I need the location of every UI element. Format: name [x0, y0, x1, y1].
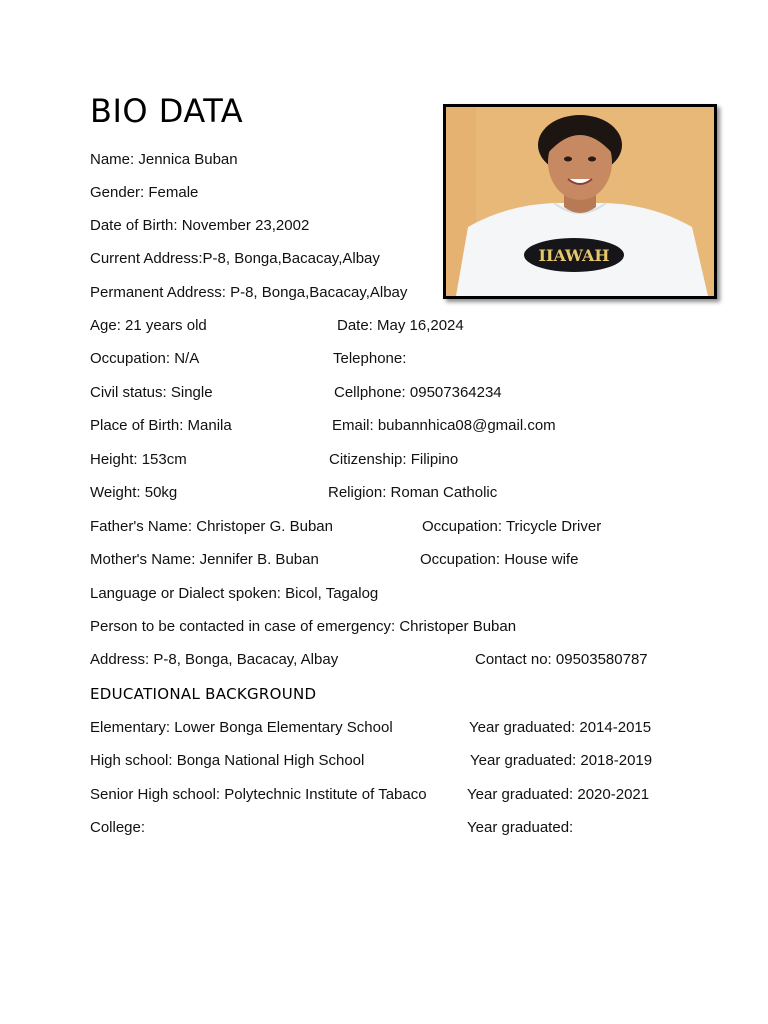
- gender-line: Gender: Female: [90, 184, 199, 201]
- name-line: Name: Jennica Buban: [90, 151, 238, 168]
- occupation-line: Occupation: N/A: [90, 350, 200, 367]
- place-of-birth-line: Place of Birth: Manila: [90, 417, 232, 434]
- emergency-address-line: Address: P-8, Bonga, Bacacay, Albay: [90, 651, 339, 668]
- elementary-line: Elementary: Lower Bonga Elementary School: [90, 719, 393, 736]
- senior-high-line: Senior High school: Polytechnic Institute of Tabaco: [90, 786, 427, 803]
- age-line: Age: 21 years old: [90, 317, 207, 334]
- high-school-year-line: Year graduated: 2018-2019: [470, 752, 653, 769]
- mother-name-line: Mother's Name: Jennifer B. Buban: [90, 551, 319, 568]
- page-title: BIO DATA: [90, 92, 244, 130]
- father-occupation-line: Occupation: Tricycle Driver: [422, 518, 602, 535]
- high-school-line: High school: Bonga National High School: [90, 752, 365, 769]
- senior-high-year-line: Year graduated: 2020-2021: [467, 786, 650, 803]
- college-line: College:: [90, 819, 146, 836]
- emergency-person-line: Person to be contacted in case of emergency: Christoper Buban: [90, 618, 517, 635]
- date-line: Date: May 16,2024: [337, 317, 464, 334]
- dob-line: Date of Birth: November 23,2002: [90, 217, 310, 234]
- mother-occupation-line: Occupation: House wife: [420, 551, 579, 568]
- citizenship-line: Citizenship: Filipino: [329, 451, 459, 468]
- religion-line: Religion: Roman Catholic: [328, 484, 498, 501]
- permanent-address-line: Permanent Address: P-8, Bonga,Bacacay,Albay: [90, 284, 408, 301]
- height-line: Height: 153cm: [90, 451, 187, 468]
- language-line: Language or Dialect spoken: Bicol, Tagalog: [90, 585, 379, 602]
- college-year-line: Year graduated:: [467, 819, 574, 836]
- civil-status-line: Civil status: Single: [90, 384, 213, 401]
- current-address-line: Current Address:P-8, Bonga,Bacacay,Albay: [90, 250, 380, 267]
- email-line: Email: bubannhica08@gmail.com: [332, 417, 556, 434]
- education-heading: EDUCATIONAL BACKGROUND: [90, 685, 317, 703]
- portrait-illustration: [446, 107, 714, 296]
- profile-photo: [443, 104, 717, 299]
- emergency-contact-line: Contact no: 09503580787: [475, 651, 648, 668]
- father-name-line: Father's Name: Christoper G. Buban: [90, 518, 333, 535]
- cellphone-line: Cellphone: 09507364234: [334, 384, 502, 401]
- weight-line: Weight: 50kg: [90, 484, 178, 501]
- telephone-line: Telephone:: [333, 350, 407, 367]
- elementary-year-line: Year graduated: 2014-2015: [469, 719, 652, 736]
- shirt-logo-text: IIAWAH: [538, 246, 610, 265]
